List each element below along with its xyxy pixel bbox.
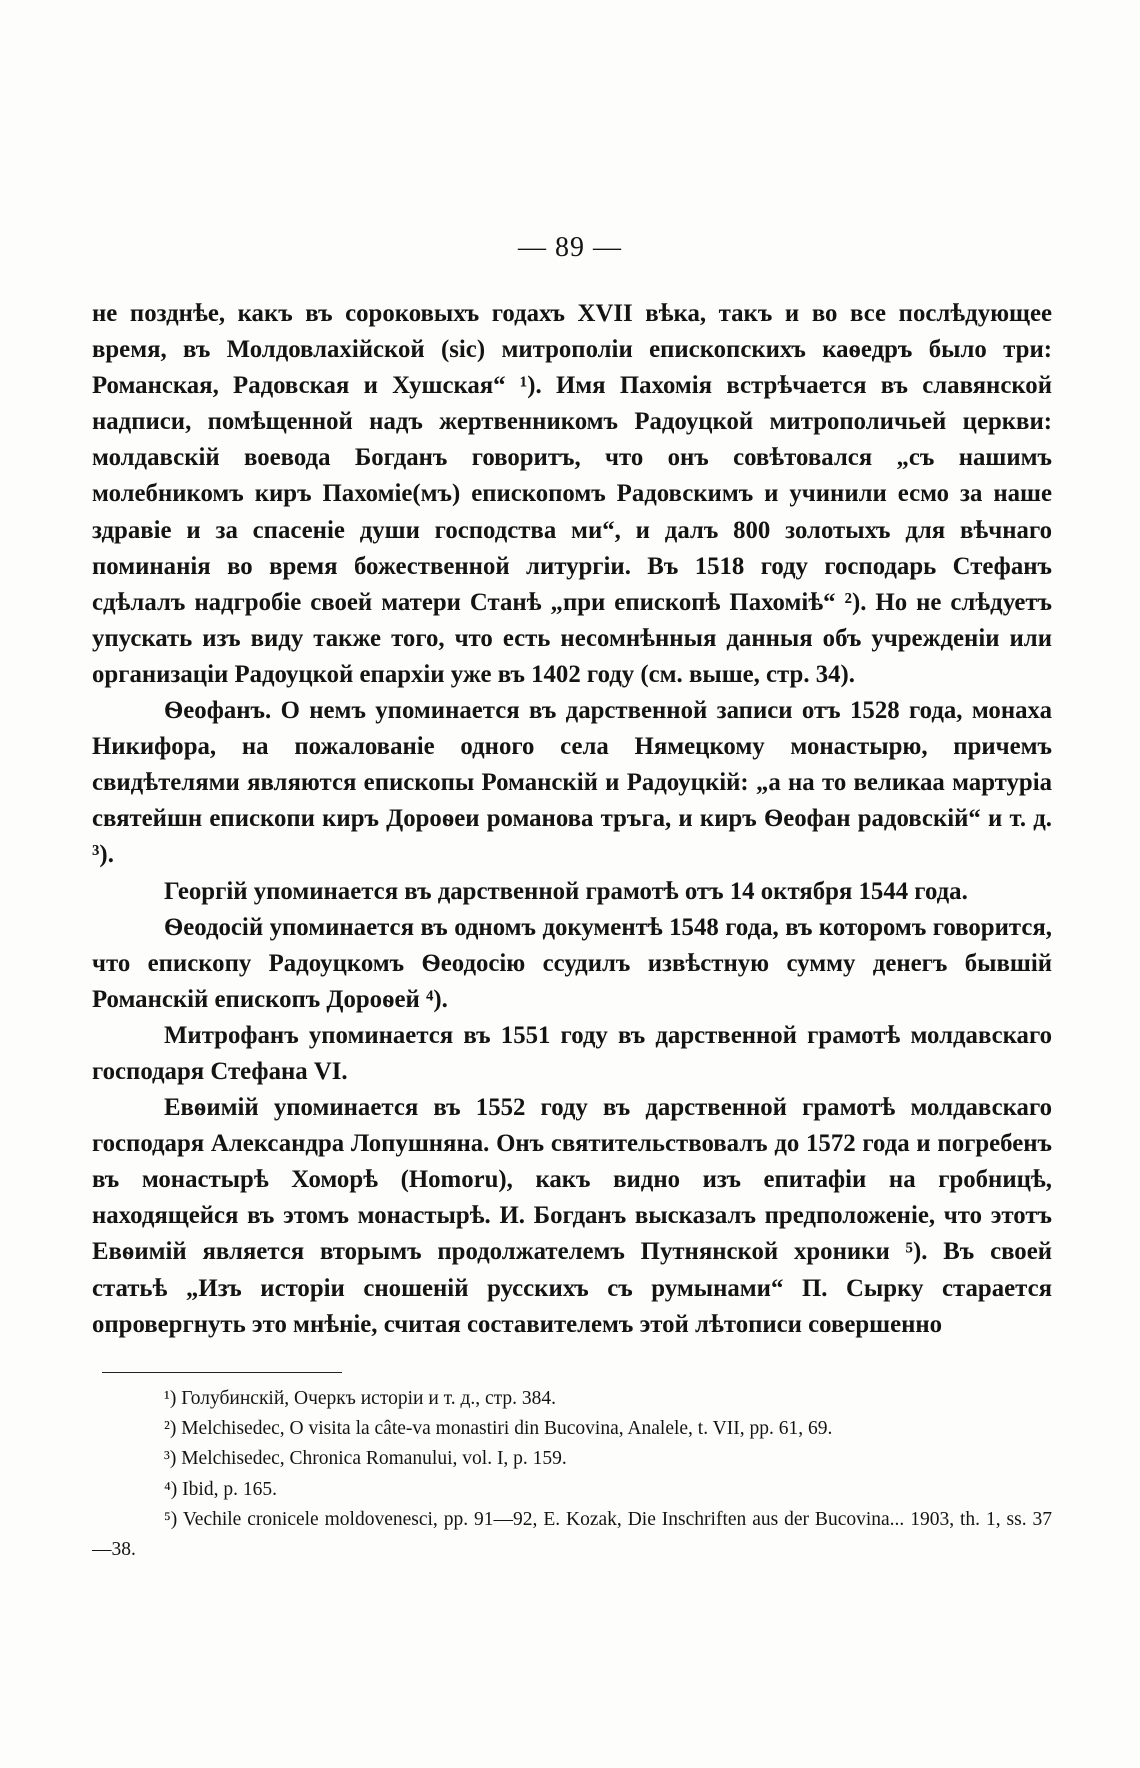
page-number: — 89 —	[518, 232, 622, 263]
footnote: ¹) Голубинскій, Очеркъ исторіи и т. д., стр. 384.	[164, 1388, 557, 1409]
paragraph: Георгій упоминается въ дарственной грамотѣ отъ 14 октября 1544 года.	[164, 877, 968, 905]
footnotes	[92, 1384, 1052, 1565]
footnote-divider	[102, 1372, 342, 1373]
paragraph: Евѳимій упоминается въ 1552 году въ дарственной грамотѣ молдавскаго господаря Александра Лопушняна. Онъ святительствовалъ до 1572 года и погребенъ въ монастырѣ Хоморѣ (Homoru), какъ видно изъ епитафіи на гробницѣ, находящейся въ этомъ монастырѣ. И. Богданъ высказалъ предположеніе, что этотъ Евѳимій является вторымъ продолжателемъ Путнянской хроники ⁵). Въ своей статьѣ „Изъ исторіи сношеній русскихъ съ румынами“ П. Сырку старается опровергнуть это мнѣніе, считая составителемъ этой лѣтописи совершенно	[92, 1094, 1052, 1338]
paragraph: не позднѣе, какъ въ сороковыхъ годахъ XVII вѣка, такъ и во все послѣдующее время, въ Молдовлахійской (sic) митрополіи епископскихъ каѳедръ было три: Романская, Радовская и Хушская“ ¹). Имя Пахомія встрѣчается въ славянской надписи, помѣщенной надъ жертвенникомъ Радоуцкой митрополичьей церкви: молдавскій воевода Богданъ говоритъ, что онъ совѣтовался „съ нашимъ молебникомъ киръ Пахоміе(мъ) епископомъ Радовскимъ и учинили есмо за наше здравіе и за спасеніе души господства ми“, и далъ 800 золотыхъ для вѣчнаго поминанія во время божественной литургіи. Въ 1518 году господарь Стефанъ сдѣлалъ надгробіе своей матери Станѣ „при епископѣ Пахоміѣ“ ²). Но не слѣдуетъ упускать изъ виду также того, что есть несомнѣнныя данныя объ учрежденіи или организаціи Радоуцкой епархіи уже въ 1402 году (см. выше, стр. 34).	[92, 300, 1052, 688]
footnote: ⁵) Vechile cronicele moldovenesci, pp. 91—92, E. Kozak, Die Inschriften aus der Bucovina... 1903, th. 1, ss. 37—38.	[92, 1508, 1052, 1561]
paragraph: Митрофанъ упоминается въ 1551 году въ дарственной грамотѣ молдавскаго господаря Стефана VI.	[92, 1021, 1052, 1085]
footnote: ²) Melchisedec, O visita la câte-va monastiri din Bucovina, Analele, t. VII, pp. 61, 69.	[164, 1418, 833, 1440]
paragraph: Ѳеофанъ. О немъ упоминается въ дарственной записи отъ 1528 года, монаха Никифора, на пожалованіе одного села Нямецкому монастырю, причемъ свидѣтелями являются епископы Романскій и Радоуцкій: „а на то великаа мартуріа святейшн епископи киръ Дороѳеи романова тръга, и киръ Ѳеофан радовскій“ и т. д. ³).	[92, 697, 1052, 869]
paragraph: Ѳеодосій упоминается въ одномъ документѣ 1548 года, въ которомъ говорится, что епископу Радоуцкомъ Ѳеодосію ссудилъ извѣстную сумму денегъ бывшій Романскій епископъ Дороѳей ⁴).	[92, 913, 1052, 1013]
footnote: ³) Melchisedec, Chronica Romanului, vol. I, p. 159.	[164, 1448, 567, 1470]
body-text	[92, 296, 1052, 1343]
footnote: ⁴) Ibid, p. 165.	[164, 1478, 277, 1500]
